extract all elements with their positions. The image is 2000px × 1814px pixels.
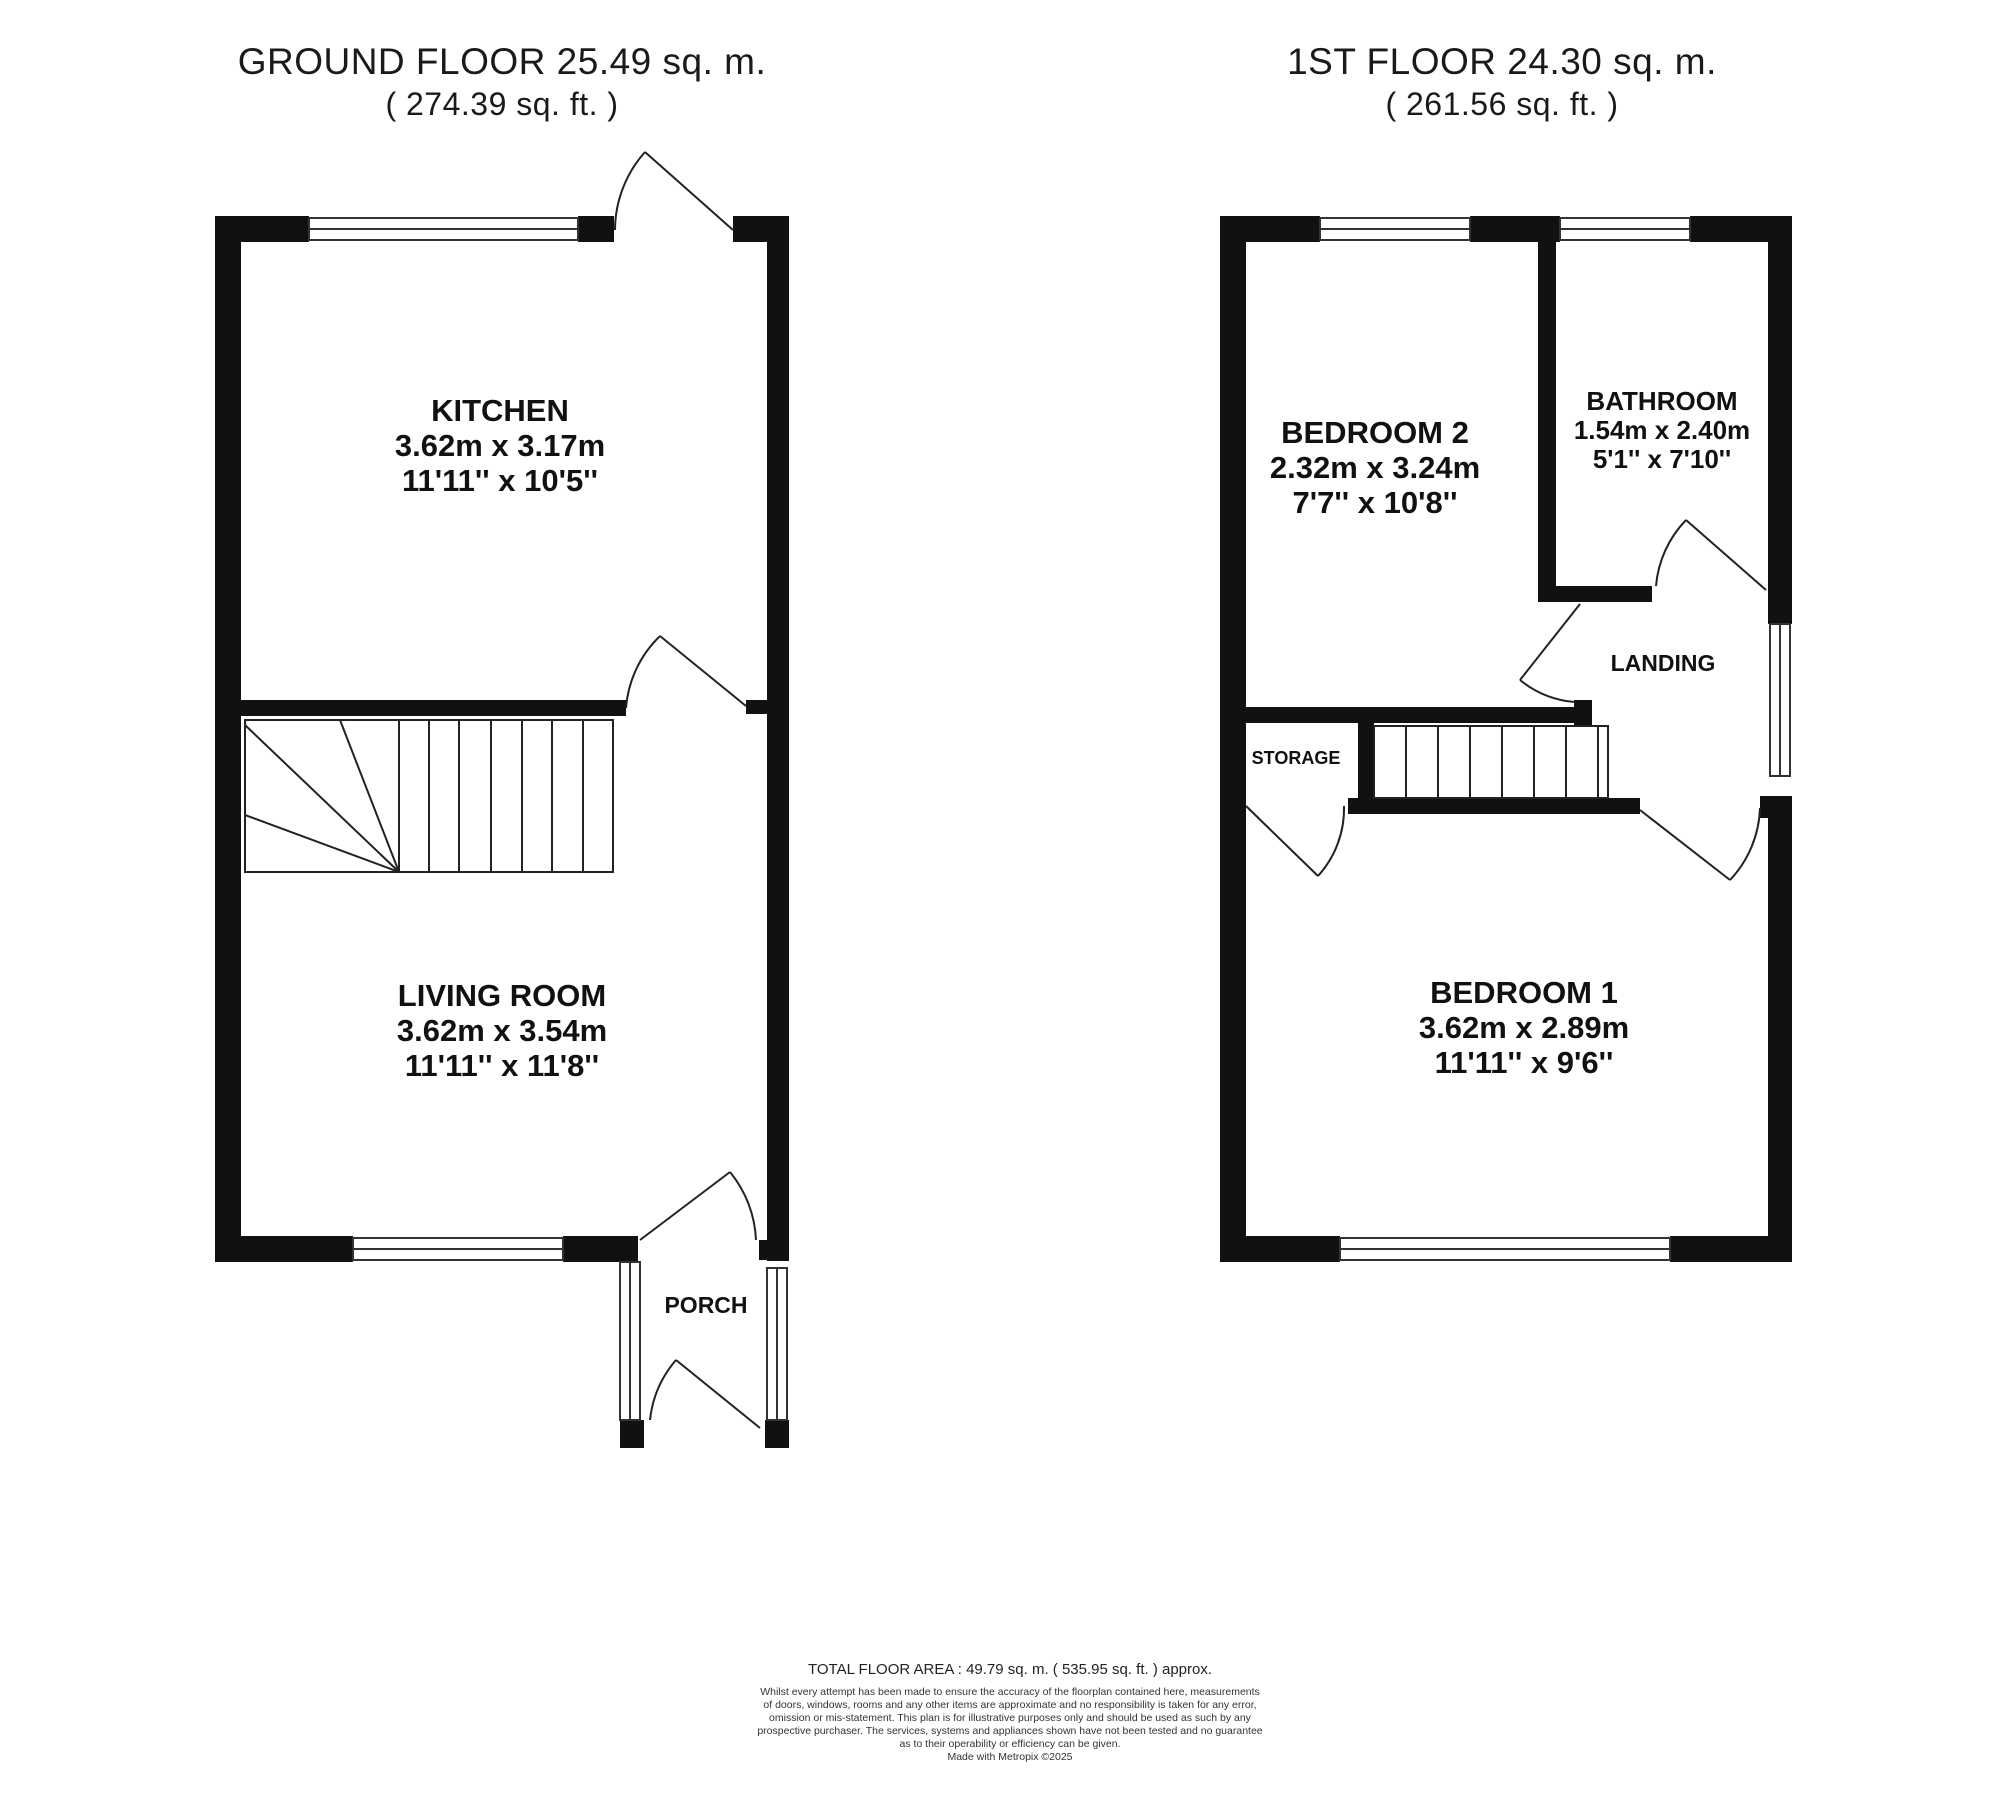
room-name: STORAGE (1251, 748, 1341, 768)
ground-floor-header (202, 40, 802, 124)
room-label-kitchen (395, 393, 605, 498)
room-name: LIVING ROOM (397, 978, 607, 1013)
room-label-bedroom-1 (1419, 975, 1629, 1080)
room-label-bedroom-2 (1270, 415, 1480, 520)
room-name: BATHROOM (1586, 386, 1738, 416)
first-floor-title: 1ST FLOOR 24.30 sq. m. (1287, 41, 1717, 82)
room-imperial: 7'7'' x 10'8'' (1292, 485, 1458, 520)
room-label-storage (1252, 748, 1341, 768)
room-metric: 2.32m x 3.24m (1269, 450, 1481, 485)
ground-floor-subtitle: ( 274.39 sq. ft. ) (385, 86, 619, 122)
first-floor-staircase (1374, 726, 1608, 798)
room-label-bathroom (1574, 387, 1750, 474)
first-floor-header (1202, 40, 1802, 124)
disclaimer-line: of doors, windows, rooms and any other items are approximate and no responsibility is taken for any error, (763, 1699, 1257, 1711)
room-label-living-room (397, 978, 607, 1083)
room-metric: 1.54m x 2.40m (1573, 415, 1751, 445)
disclaimer-line: as to their operability or efficiency can be given. (899, 1738, 1121, 1750)
disclaimer-line: omission or mis-statement. This plan is for illustrative purposes only and should be used as such by any (769, 1712, 1251, 1724)
room-metric: 3.62m x 3.17m (394, 428, 606, 463)
disclaimer (640, 1686, 1380, 1764)
room-name: LANDING (1610, 650, 1716, 676)
disclaimer-line: prospective purchaser. The services, systems and appliances shown have not been tested and no guarantee (757, 1725, 1263, 1737)
room-metric: 3.62m x 2.89m (1418, 1010, 1630, 1045)
footer (640, 1660, 1380, 1764)
room-imperial: 11'11'' x 9'6'' (1434, 1045, 1614, 1080)
room-name: PORCH (664, 1292, 748, 1318)
room-name: BEDROOM 1 (1430, 975, 1618, 1010)
ground-floor-staircase (245, 720, 613, 872)
room-imperial: 5'1'' x 7'10'' (1592, 444, 1732, 474)
room-imperial: 11'11'' x 11'8'' (404, 1048, 600, 1083)
credit-line: Made with Metropix ©2025 (947, 1751, 1073, 1763)
room-label-landing (1611, 650, 1716, 676)
room-name: KITCHEN (431, 393, 569, 428)
first-floor-doors (1246, 520, 1766, 880)
room-name: BEDROOM 2 (1281, 415, 1469, 450)
ground-floor-title: GROUND FLOOR 25.49 sq. m. (237, 41, 767, 82)
first-floor-walls (1220, 216, 1792, 1262)
first-floor-subtitle: ( 261.56 sq. ft. ) (1385, 86, 1619, 122)
disclaimer-line: Whilst every attempt has been made to ensure the accuracy of the floorplan contained here, measurements (760, 1686, 1260, 1698)
total-floor-area: TOTAL FLOOR AREA : 49.79 sq. m. ( 535.95 sq. ft. ) approx. (807, 1661, 1213, 1678)
room-metric: 3.62m x 3.54m (396, 1013, 608, 1048)
room-imperial: 11'11'' x 10'5'' (402, 463, 598, 498)
room-label-porch (664, 1292, 747, 1318)
